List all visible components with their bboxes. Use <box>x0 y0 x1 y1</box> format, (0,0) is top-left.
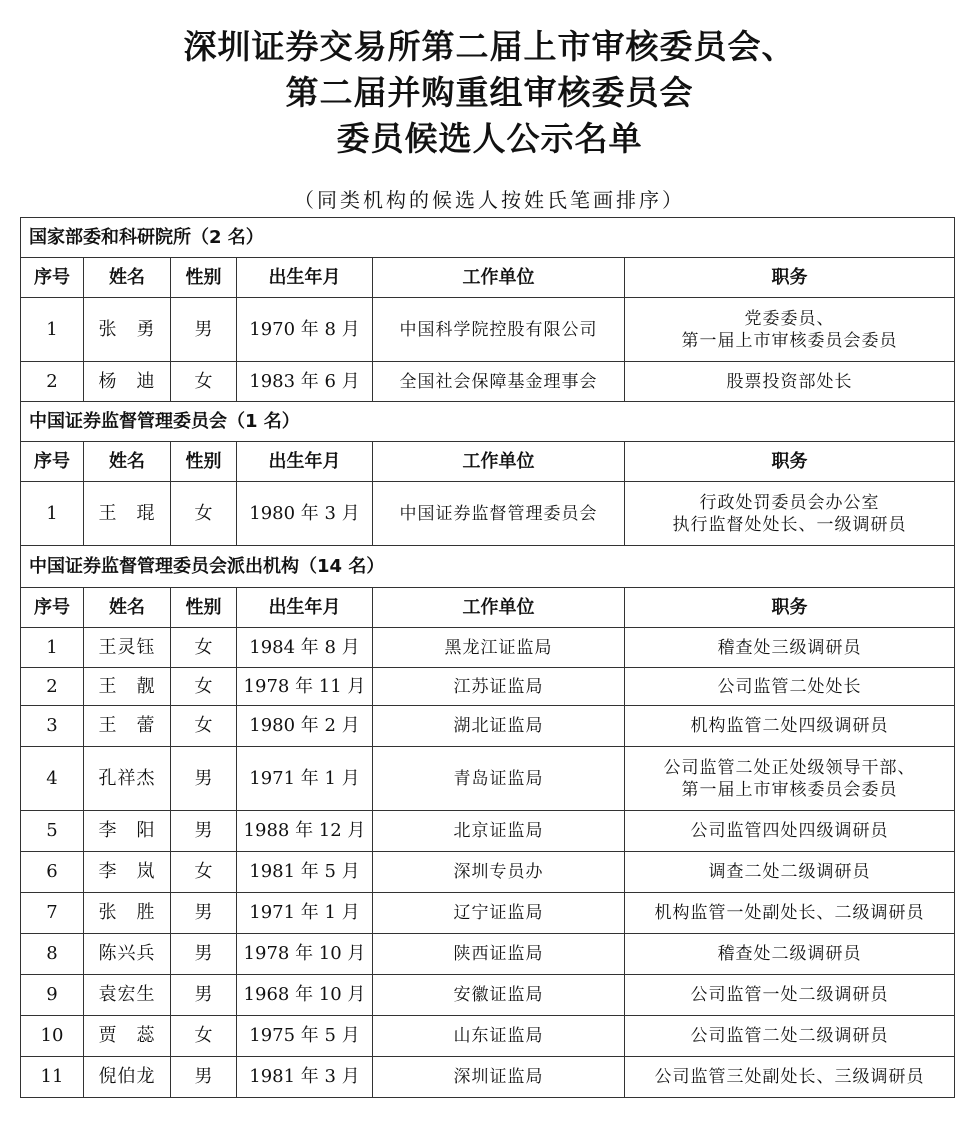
column-header-gender: 性别 <box>171 258 237 298</box>
work-unit: 中国证券监督管理委员会 <box>373 482 625 546</box>
column-header-birth-date: 出生年月 <box>237 442 373 482</box>
column-header-work-unit: 工作单位 <box>373 258 625 298</box>
column-header-gender: 性别 <box>171 588 237 628</box>
position-line: 公司监管二处二级调研员 <box>690 1026 889 1046</box>
sort-note: （同类机构的候选人按姓氏笔画排序） <box>294 188 685 212</box>
table-row <box>21 852 955 893</box>
birth-date: 1971 年 1 月 <box>237 893 373 934</box>
candidate-name: 王 靓 <box>84 668 171 706</box>
birth-date: 1968 年 10 月 <box>237 975 373 1016</box>
work-unit: 辽宁证监局 <box>373 893 625 934</box>
row-number: 2 <box>21 668 84 706</box>
table-row <box>21 1016 955 1057</box>
position <box>625 934 955 975</box>
column-header-position: 职务 <box>625 442 955 482</box>
row-number: 8 <box>21 934 84 975</box>
gender: 男 <box>171 893 237 934</box>
gender: 男 <box>171 298 237 362</box>
table-row <box>21 975 955 1016</box>
position <box>625 893 955 934</box>
position-line: 公司监管二处正处级领导干部、 <box>663 757 916 778</box>
section-label: 国家部委和科研院所（2 名） <box>21 218 955 258</box>
position-line: 股票投资部处长 <box>726 371 853 392</box>
row-number: 5 <box>21 811 84 852</box>
section-header <box>21 546 955 588</box>
birth-date: 1971 年 1 月 <box>237 747 373 811</box>
candidate-name: 孔祥杰 <box>84 747 171 811</box>
candidate-table <box>20 217 955 1098</box>
table-row <box>21 668 955 706</box>
birth-date: 1988 年 12 月 <box>237 811 373 852</box>
work-unit: 安徽证监局 <box>373 975 625 1016</box>
work-unit: 山东证监局 <box>373 1016 625 1057</box>
position-line: 公司监管二处处长 <box>717 676 862 697</box>
column-header-birth-date: 出生年月 <box>237 258 373 298</box>
work-unit: 黑龙江证监局 <box>373 628 625 668</box>
row-number: 1 <box>21 628 84 668</box>
gender: 女 <box>171 706 237 747</box>
candidate-name: 王 琨 <box>84 482 171 546</box>
gender: 男 <box>171 811 237 852</box>
work-unit: 江苏证监局 <box>373 668 625 706</box>
column-header-position: 职务 <box>625 258 955 298</box>
gender: 女 <box>171 852 237 893</box>
row-number: 1 <box>21 482 84 546</box>
title-line-3: 委员候选人公示名单 <box>336 119 643 158</box>
row-number: 9 <box>21 975 84 1016</box>
position <box>625 628 955 668</box>
table-row <box>21 628 955 668</box>
column-header-row <box>21 442 955 482</box>
candidate-name: 王灵钰 <box>84 628 171 668</box>
table-row <box>21 362 955 402</box>
candidate-name: 倪伯龙 <box>84 1057 171 1098</box>
position-line: 公司监管四处四级调研员 <box>690 821 889 841</box>
candidate-name: 陈兴兵 <box>84 934 171 975</box>
work-unit: 北京证监局 <box>373 811 625 852</box>
table-row <box>21 482 955 546</box>
title-line-1: 深圳证券交易所第二届上市审核委员会、 <box>183 27 796 66</box>
candidate-name: 袁宏生 <box>84 975 171 1016</box>
work-unit: 青岛证监局 <box>373 747 625 811</box>
birth-date: 1970 年 8 月 <box>237 298 373 362</box>
column-header-row-number: 序号 <box>21 588 84 628</box>
gender: 女 <box>171 362 237 402</box>
row-number: 7 <box>21 893 84 934</box>
column-header-birth-date: 出生年月 <box>237 588 373 628</box>
column-header-row <box>21 258 955 298</box>
table-row <box>21 1057 955 1098</box>
candidate-name: 李 岚 <box>84 852 171 893</box>
column-header-position: 职务 <box>625 588 955 628</box>
candidate-name: 王 蕾 <box>84 706 171 747</box>
candidate-name: 贾 蕊 <box>84 1016 171 1057</box>
section-header <box>21 402 955 442</box>
position-line: 行政处罚委员会办公室 <box>699 492 880 513</box>
position <box>625 482 955 546</box>
candidate-name: 张 勇 <box>84 298 171 362</box>
position <box>625 1016 955 1057</box>
position <box>625 811 955 852</box>
table-row <box>21 934 955 975</box>
birth-date: 1978 年 10 月 <box>237 934 373 975</box>
row-number: 1 <box>21 298 84 362</box>
birth-date: 1983 年 6 月 <box>237 362 373 402</box>
row-number: 10 <box>21 1016 84 1057</box>
document-title <box>0 24 979 162</box>
position-line: 机构监管一处副处长、二级调研员 <box>654 903 925 923</box>
position <box>625 747 955 811</box>
position <box>625 668 955 706</box>
work-unit: 全国社会保障基金理事会 <box>373 362 625 402</box>
work-unit: 深圳证监局 <box>373 1057 625 1098</box>
column-header-candidate-name: 姓名 <box>84 588 171 628</box>
candidate-name: 张 胜 <box>84 893 171 934</box>
gender: 男 <box>171 934 237 975</box>
column-header-candidate-name: 姓名 <box>84 258 171 298</box>
position-line: 公司监管三处副处长、三级调研员 <box>654 1067 925 1087</box>
row-number: 11 <box>21 1057 84 1098</box>
position-line: 稽查处三级调研员 <box>717 637 862 658</box>
column-header-work-unit: 工作单位 <box>373 588 625 628</box>
position-line: 机构监管二处四级调研员 <box>690 716 889 736</box>
gender: 男 <box>171 1057 237 1098</box>
birth-date: 1984 年 8 月 <box>237 628 373 668</box>
position <box>625 1057 955 1098</box>
birth-date: 1980 年 3 月 <box>237 482 373 546</box>
position <box>625 852 955 893</box>
birth-date: 1981 年 3 月 <box>237 1057 373 1098</box>
position-line: 第一届上市审核委员会委员 <box>681 330 898 351</box>
birth-date: 1975 年 5 月 <box>237 1016 373 1057</box>
candidate-name: 李 阳 <box>84 811 171 852</box>
column-header-work-unit: 工作单位 <box>373 442 625 482</box>
column-header-row-number: 序号 <box>21 258 84 298</box>
gender: 女 <box>171 628 237 668</box>
row-number: 4 <box>21 747 84 811</box>
gender: 女 <box>171 1016 237 1057</box>
column-header-candidate-name: 姓名 <box>84 442 171 482</box>
column-header-row <box>21 588 955 628</box>
column-header-gender: 性别 <box>171 442 237 482</box>
gender: 男 <box>171 747 237 811</box>
column-header-row-number: 序号 <box>21 442 84 482</box>
section-label: 中国证券监督管理委员会（1 名） <box>21 402 955 442</box>
row-number: 3 <box>21 706 84 747</box>
gender: 女 <box>171 482 237 546</box>
gender: 女 <box>171 668 237 706</box>
birth-date: 1978 年 11 月 <box>237 668 373 706</box>
work-unit: 深圳专员办 <box>373 852 625 893</box>
section-header <box>21 218 955 258</box>
title-line-2: 第二届并购重组审核委员会 <box>285 73 694 112</box>
table-row <box>21 893 955 934</box>
position <box>625 298 955 362</box>
position <box>625 706 955 747</box>
table-row <box>21 811 955 852</box>
position-line: 党委委员、 <box>744 308 835 329</box>
position <box>625 362 955 402</box>
row-number: 6 <box>21 852 84 893</box>
section-label: 中国证券监督管理委员会派出机构（14 名） <box>21 546 955 588</box>
birth-date: 1981 年 5 月 <box>237 852 373 893</box>
position <box>625 975 955 1016</box>
position-line: 第一届上市审核委员会委员 <box>681 779 898 800</box>
table-row <box>21 298 955 362</box>
candidate-name: 杨 迪 <box>84 362 171 402</box>
position-line: 公司监管一处二级调研员 <box>690 985 889 1005</box>
position-line: 执行监督处处长、一级调研员 <box>672 514 907 535</box>
work-unit: 湖北证监局 <box>373 706 625 747</box>
work-unit: 陕西证监局 <box>373 934 625 975</box>
row-number: 2 <box>21 362 84 402</box>
gender: 男 <box>171 975 237 1016</box>
position-line: 稽查处二级调研员 <box>717 944 862 964</box>
birth-date: 1980 年 2 月 <box>237 706 373 747</box>
work-unit: 中国科学院控股有限公司 <box>373 298 625 362</box>
position-line: 调查二处二级调研员 <box>708 862 871 882</box>
table-row <box>21 747 955 811</box>
table-row <box>21 706 955 747</box>
